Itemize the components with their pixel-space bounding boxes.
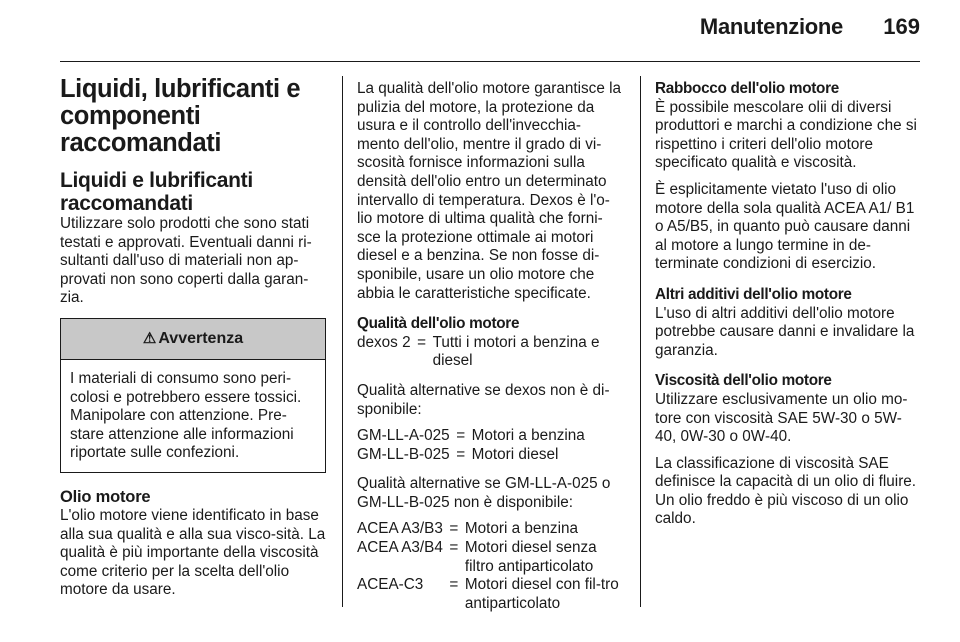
alt-quality-text-1: Qualità alternative se dexos non è di-sponibile: [357,381,610,418]
warning-label: Avvertenza [158,329,244,347]
dexos-table [357,334,623,371]
def-equals: = [456,427,466,445]
column-3 [655,80,921,529]
def-term: ACEA A3/B4 [357,539,443,557]
header-rule [60,61,920,62]
def-equals: = [456,445,466,463]
oil-heading: Olio motore [60,487,151,506]
intro-paragraph: Utilizzare solo prodotti che sono stati testati e approvati. Eventuali danni ri-sultanti dall'uso di materiali non ap-provati non sono coperti dalla garan-zia. [60,215,312,307]
oil-paragraph: L'olio motore viene identificato in base alla sua qualità e alla sua visco-sità. La qualità è più importante della viscosità come criterio per la scelta dell'olio motore da usare. [60,506,326,599]
chapter-title: Liquidi, lubrificanti e componenti raccomandati [60,75,301,157]
def-desc: Motori diesel senza filtro antiparticolato [464,539,597,575]
additives-paragraph: L'uso di altri additivi dell'olio motore potrebbe causare danni e invalidare la garanzia. [655,304,915,359]
quality-intro-paragraph: La qualità dell'olio motore garantisce la pulizia del motore, la protezione da usura e il controllo dell'invecchia-mento dell'olio, mentre il grado di vi-scosità fornisce informazioni sulla densità dell'olio entro un determinato intervallo di temperatura. Dexos è l'o-lio motore di ultima qualità che forni-sce la protezione ottimale ai motori diesel e a benzina. Se non fosse di-sponibile, usare un olio motore che abbia le caratteristiche specificate. [357,80,621,302]
def-term: GM-LL-B-025 [357,445,450,463]
page-header-title: Manutenzione [699,14,843,39]
viscosity-heading: Viscosità dell'olio motore [655,372,832,390]
warning-header [61,319,325,360]
topup-heading: Rabbocco dell'olio motore [655,80,839,97]
column-2 [357,80,623,613]
def-equals: = [449,576,459,594]
def-term: GM-LL-A-025 [357,427,450,445]
column-1 [60,68,326,600]
quality-heading: Qualità dell'olio motore [357,315,520,333]
def-term: ACEA A3/B3 [357,520,443,538]
section-title: Liquidi e lubrificanti raccomandati [60,169,253,215]
alt-quality-text-2: Qualità alternative se GM-LL-A-025 o GM-LL-B-025 non è disponibile: [357,475,611,511]
acea-table [357,520,623,613]
viscosity-paragraph-2: La classificazione di viscosità SAE definisce la capacità di un olio di fluire. Un olio freddo è più viscoso di un olio caldo. [655,454,917,528]
warning-box [60,318,326,473]
warning-text: I materiali di consumo sono peri-colosi e potrebbero essere tossici. Manipolare con attenzione. Pre-stare attenzione alle informazioni riportate sulle confezioni. [70,369,302,462]
column-divider-2 [640,76,641,607]
topup-paragraph-2: È esplicitamente vietato l'uso di olio motore della sola qualità ACEA A1/ B1 o A5/B5, in quanto può causare danni al motore a lungo termine in de-terminate condizioni di esercizio. [655,180,915,273]
def-equals: = [449,539,459,557]
def-desc: Motori a benzina [471,427,585,445]
topup-paragraph-1: È possibile mescolare olii di diversi produttori e marchi a condizione che si rispettino i criteri dell'olio motore specificato qualità e viscosità. [655,98,917,172]
def-desc: Motori diesel [471,445,559,463]
additives-heading: Altri additivi dell'olio motore [655,285,852,303]
warning-icon: ⚠ [142,329,157,347]
def-term: dexos 2 [357,333,411,351]
def-desc: Motori a benzina [464,520,578,538]
def-desc: Tutti i motori a benzina e diesel [432,333,600,370]
page-number: 169 [883,14,920,39]
def-equals: = [417,333,427,351]
def-desc: Motori diesel con fil-tro antiparticolato [464,576,619,612]
column-divider-1 [342,76,343,607]
viscosity-paragraph-1: Utilizzare esclusivamente un olio mo-tore con viscosità SAE 5W-30 o 5W-40, 0W-30 o 0W-40. [655,390,908,446]
def-term: ACEA-C3 [357,576,424,594]
def-equals: = [449,520,459,538]
gm-table [357,427,623,464]
